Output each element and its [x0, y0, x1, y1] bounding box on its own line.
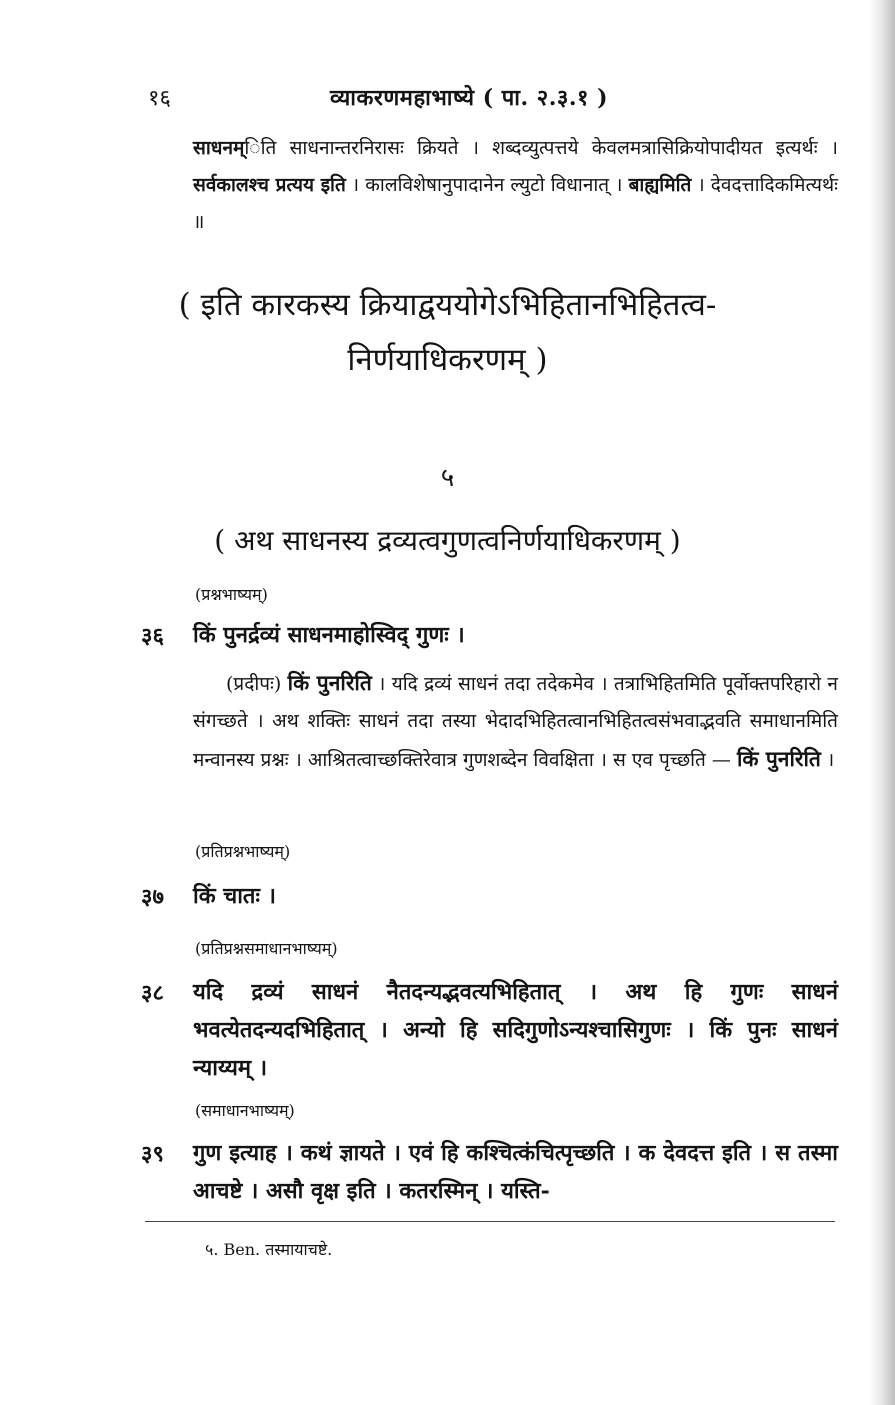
intro-paragraph — [193, 130, 838, 241]
intro-lemma-1: साधनम् — [193, 137, 245, 159]
section-number: ५ — [440, 463, 455, 493]
entry-label-37: (प्रतिप्रश्नभाष्यम्) — [195, 842, 291, 861]
entry-number-39: ३९ — [141, 1141, 164, 1167]
intro-lemma-2: सर्वकालश्च प्रत्यय इति — [193, 174, 346, 196]
entry-label-39: (समाधानभाष्यम्) — [195, 1101, 295, 1120]
section-end-line-1: ( इति कारकस्य क्रियाद्वययोगेऽभिहितानभिहितत्व- — [178, 287, 717, 323]
pradipa-text: । यदि द्रव्यं साधनं तदा तदेकमेव । तत्राभिहितमिति पूर्वोक्तपरिहारो न संगच्छते । अथ शक्तिः साधनं तदा तस्या भेदादभिहितत्वानभिहितत्वसंभवाद्भवति समाधानमिति मन्वानस्य प्रश्नः । आश्रितत्वाच्छक्तिरेवात्र गुणशब्देन विवक्षिता । स एव पृच्छति — — [193, 673, 838, 771]
entry-label-38: (प्रतिप्रश्नसमाधानभाष्यम्) — [195, 939, 338, 958]
entry-text-38: यदि द्रव्यं साधनं नैतदन्यद्भवत्यभिहितात् । अथ हि गुणः साधनं भवत्येतदन्यदभिहितात् । अन्यो हि सदिगुणोऽन्यश्चासिगुणः । किं पुनः साधनं न्याय्यम् । — [193, 979, 838, 1081]
page-edge-shadow — [869, 0, 895, 1405]
page-number: १६ — [148, 86, 171, 111]
entry-label-36: (प्रश्नभाष्यम्) — [195, 585, 268, 604]
intro-text-1: िति साधनान्तरनिरासः क्रियते । शब्दव्युत्पत्तये केवलमत्रासिक्रियोपादीयत — [244, 137, 763, 159]
footnote-rule — [145, 1221, 835, 1222]
entry-text-36: किं पुनर्द्रव्यं साधनमाहोस्विद् गुणः । — [193, 622, 465, 648]
intro-text-3: । कालविशेषानुपादानेन ल्युटो विधानात् । — [351, 174, 623, 196]
entry-number-38: ३८ — [141, 980, 164, 1006]
footnote: ५. Ben. तस्मायाचष्टे. — [205, 1240, 333, 1259]
intro-text-2: इत्यर्थः । — [775, 137, 838, 159]
section-end-line-2: निर्णयाधिकरणम् ) — [347, 342, 548, 378]
pradipa-commentary — [193, 664, 838, 779]
pradipa-tail-end: । — [826, 749, 835, 771]
pradipa-label: (प्रदीपः) — [226, 673, 282, 695]
entry-text-37: किं चातः । — [193, 883, 276, 909]
section-title: ( अथ साधनस्य द्रव्यत्वगुणत्वनिर्णयाधिकरणम् ) — [214, 524, 681, 557]
pradipa-lemma: किं पुनरिति — [287, 670, 372, 695]
intro-text-4: । देवदत्तादिकमित्यर्थः ॥ — [193, 174, 838, 233]
entry-number-37: ३७ — [141, 884, 164, 910]
entry-text-39: गुण इत्याह । कथं ज्ञायते । एवं हि कश्चित्कंचित्पृच्छति । क देवदत्त इति । स तस्मा आचष्टे । असौ वृक्ष इति । कतरस्मिन् । यस्ति- — [193, 1140, 838, 1204]
intro-lemma-3: बाह्यमिति — [628, 174, 692, 196]
running-title: व्याकरणमहाभाष्ये ( पा. २.३.१ ) — [330, 85, 608, 111]
pradipa-tail-lemma: किं पुनरिति — [736, 746, 821, 771]
entry-number-36: ३६ — [141, 623, 164, 649]
